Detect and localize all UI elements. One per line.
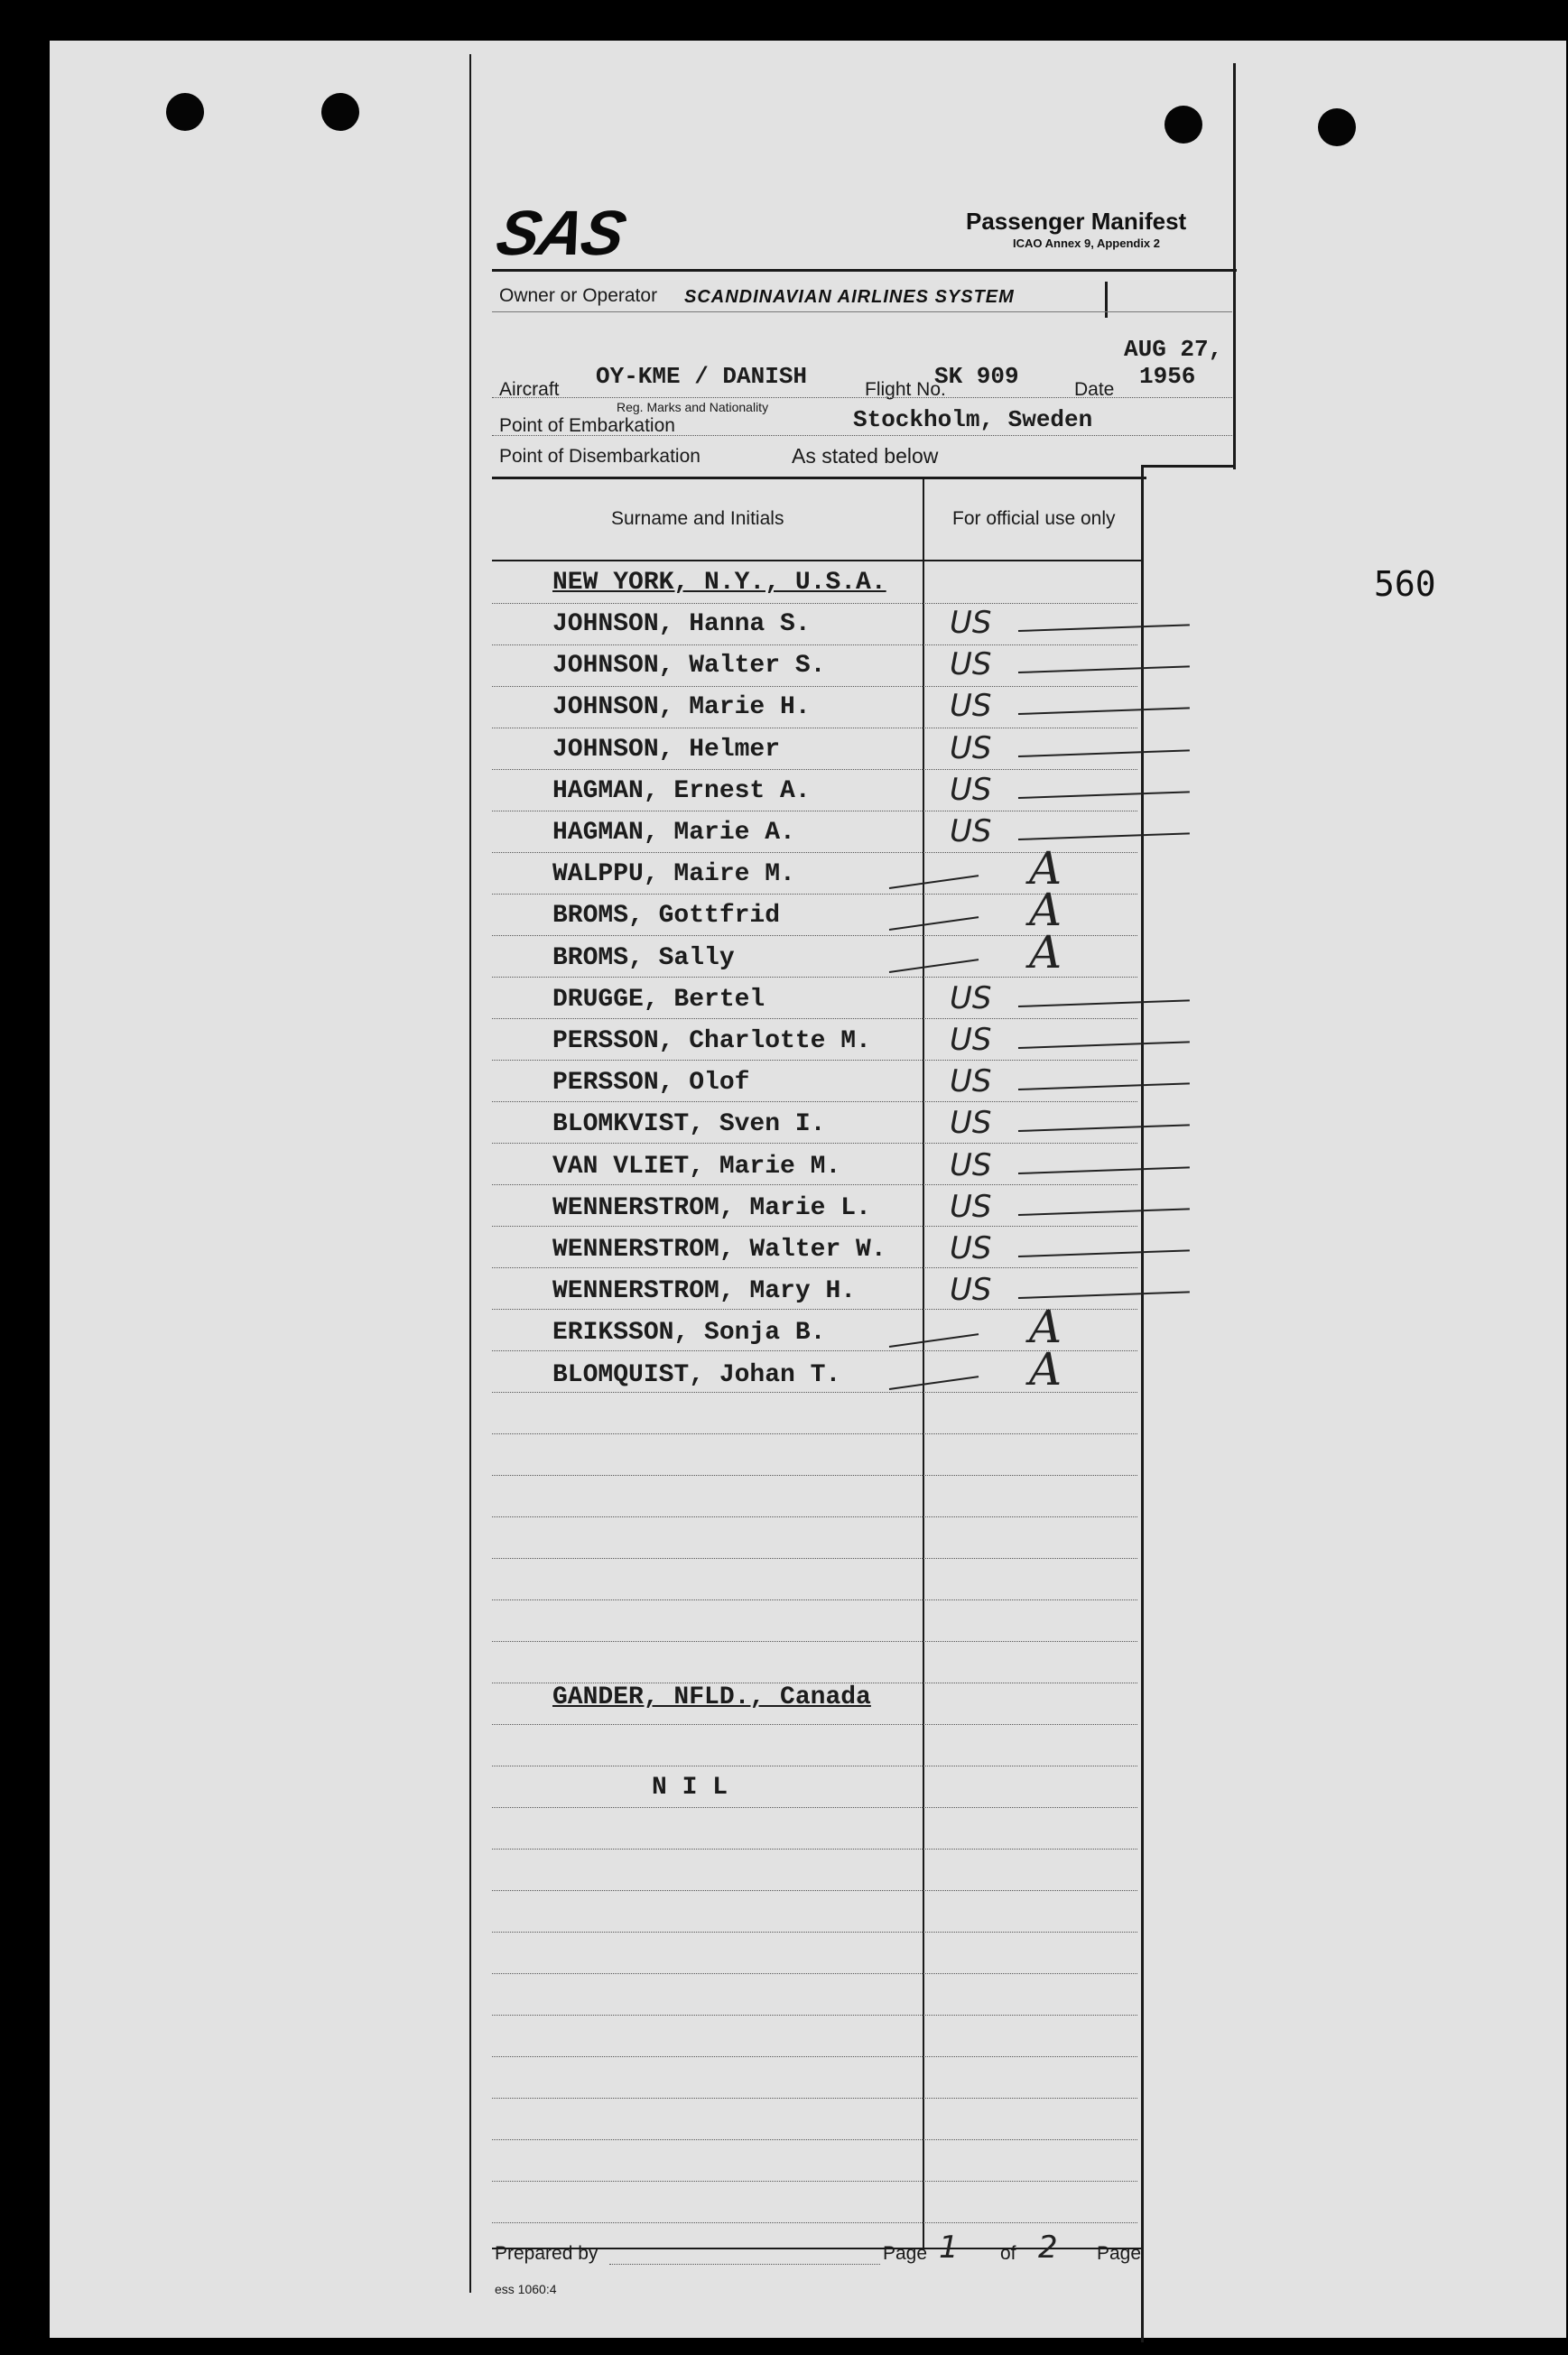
disembark-value: As stated below [792,444,939,468]
flight-value: SK 909 [934,363,1019,390]
passenger-name: JOHNSON, Marie H. [552,693,811,722]
manifest-title: Passenger Manifest [966,208,1187,235]
official-mark-a: A [1029,884,1062,937]
passenger-name: WENNERSTROM, Mary H. [552,1277,857,1306]
of-value: 2 [1038,2230,1058,2266]
ruled-line [492,1849,1137,1850]
column-header-rule [492,560,1144,561]
ruled-line [492,1184,1137,1185]
of-label: of [1000,2243,1016,2264]
section2-value: N I L [652,1774,728,1802]
reg-note: Reg. Marks and Nationality [617,400,769,414]
info-line [492,435,1232,436]
date-value-line1: AUG 27, [1124,336,1223,363]
official-mark-us: US [950,813,992,849]
owner-value: SCANDINAVIAN AIRLINES SYSTEM [684,287,1015,307]
page-value: 1 [939,2230,959,2266]
binder-hole [166,93,204,131]
prepared-label: Prepared by [495,2243,598,2264]
official-mark-us: US [950,688,992,725]
passenger-name: PERSSON, Charlotte M. [552,1027,871,1055]
column-divider [923,478,924,2248]
ruled-line [492,1101,1137,1102]
official-mark-us: US [950,979,992,1016]
official-mark-us: US [950,605,992,641]
ruled-line [492,769,1137,770]
ruled-line [492,686,1137,687]
passenger-name: BLOMQUIST, Johan T. [552,1360,841,1389]
ruled-line [492,2098,1137,2099]
manifest-paper [50,41,1566,2338]
official-mark-us: US [950,1230,992,1266]
info-rule [492,477,1146,479]
stamp-number: 560 [1374,564,1436,604]
ruled-line [492,1433,1137,1434]
ruled-line [492,2181,1137,2182]
manifest-subtitle: ICAO Annex 9, Appendix 2 [1013,236,1161,250]
sas-logo: SAS [490,198,631,268]
col-header-names: Surname and Initials [611,508,784,529]
section1-heading: NEW YORK, N.Y., U.S.A. [552,569,886,597]
ruled-line [492,1060,1137,1061]
passenger-name: VAN VLIET, Marie M. [552,1152,841,1181]
passenger-name: WENNERSTROM, Walter W. [552,1236,886,1264]
ruled-line [492,1475,1137,1476]
passenger-name: PERSSON, Olof [552,1069,750,1098]
owner-label: Owner or Operator [499,285,658,306]
ruled-line [492,1143,1137,1144]
official-mark-us: US [950,1188,992,1225]
owner-tick [1105,282,1108,318]
ruled-line [492,1807,1137,1808]
official-mark-a: A [1029,925,1062,978]
binder-hole [321,93,359,131]
passenger-name: BROMS, Sally [552,943,735,972]
prepared-line [609,2264,880,2265]
official-mark-us: US [950,1105,992,1142]
ruled-line [492,1890,1137,1891]
passenger-name: JOHNSON, Walter S. [552,652,826,681]
ruled-line [492,2015,1137,2016]
disembark-label: Point of Disembarkation [499,446,700,467]
passenger-name: WALPPU, Maire M. [552,860,795,889]
passenger-name: HAGMAN, Marie A. [552,819,795,847]
form-right-border-top [1233,63,1236,469]
binder-hole [1164,106,1202,144]
binder-hole [1318,108,1356,146]
ruled-line [492,1267,1137,1268]
official-mark-us: US [950,1272,992,1309]
ruled-line [492,1932,1137,1933]
official-mark-us: US [950,1063,992,1100]
col-header-official: For official use only [952,508,1116,529]
aircraft-label: Aircraft [499,379,560,400]
passenger-name: BLOMKVIST, Sven I. [552,1110,826,1139]
form-left-border [469,54,471,2293]
official-mark-a: A [1029,1301,1062,1354]
ruled-line [492,1599,1137,1600]
ruled-line [492,2139,1137,2140]
passenger-name: BROMS, Gottfrid [552,902,781,931]
page-label-right: Page [1097,2243,1142,2264]
official-mark-us: US [950,1146,992,1183]
passenger-name: DRUGGE, Bertel [552,985,765,1014]
ruled-line [492,1973,1137,1974]
passenger-name: JOHNSON, Hanna S. [552,610,811,638]
form-code: ess 1060:4 [495,2282,557,2296]
official-mark-a: A [1029,1342,1062,1395]
official-mark-us: US [950,729,992,766]
info-line [492,397,1232,398]
passenger-name: ERIKSSON, Sonja B. [552,1319,826,1348]
info-line [492,311,1232,312]
ruled-line [492,2222,1137,2223]
aircraft-value: OY-KME / DANISH [596,363,808,390]
ruled-line [492,1226,1137,1227]
official-mark-us: US [950,646,992,683]
header-rule [492,269,1237,272]
date-label: Date [1074,379,1115,400]
ruled-line [492,1558,1137,1559]
embark-label: Point of Embarkation [499,415,675,436]
date-value-line2: 1956 [1139,363,1196,390]
passenger-name: JOHNSON, Helmer [552,735,781,764]
passenger-name: HAGMAN, Ernest A. [552,776,811,805]
ruled-line [492,1018,1137,1019]
page-label: Page [883,2243,928,2264]
ruled-line [492,1641,1137,1642]
flight-label: Flight No. [865,379,946,400]
official-mark-us: US [950,1022,992,1058]
ruled-line [492,1724,1137,1725]
embark-value: Stockholm, Sweden [853,406,1093,433]
official-mark-us: US [950,771,992,808]
passenger-name: WENNERSTROM, Marie L. [552,1193,871,1222]
section2-heading: GANDER, NFLD., Canada [552,1683,871,1711]
ruled-line [492,2056,1137,2057]
ruled-line [492,644,1137,645]
ruled-line [492,603,1137,604]
official-mark-a: A [1029,842,1062,895]
ruled-line [492,1516,1137,1517]
table-right-border [1141,465,1144,2342]
table-corner [1141,465,1235,468]
